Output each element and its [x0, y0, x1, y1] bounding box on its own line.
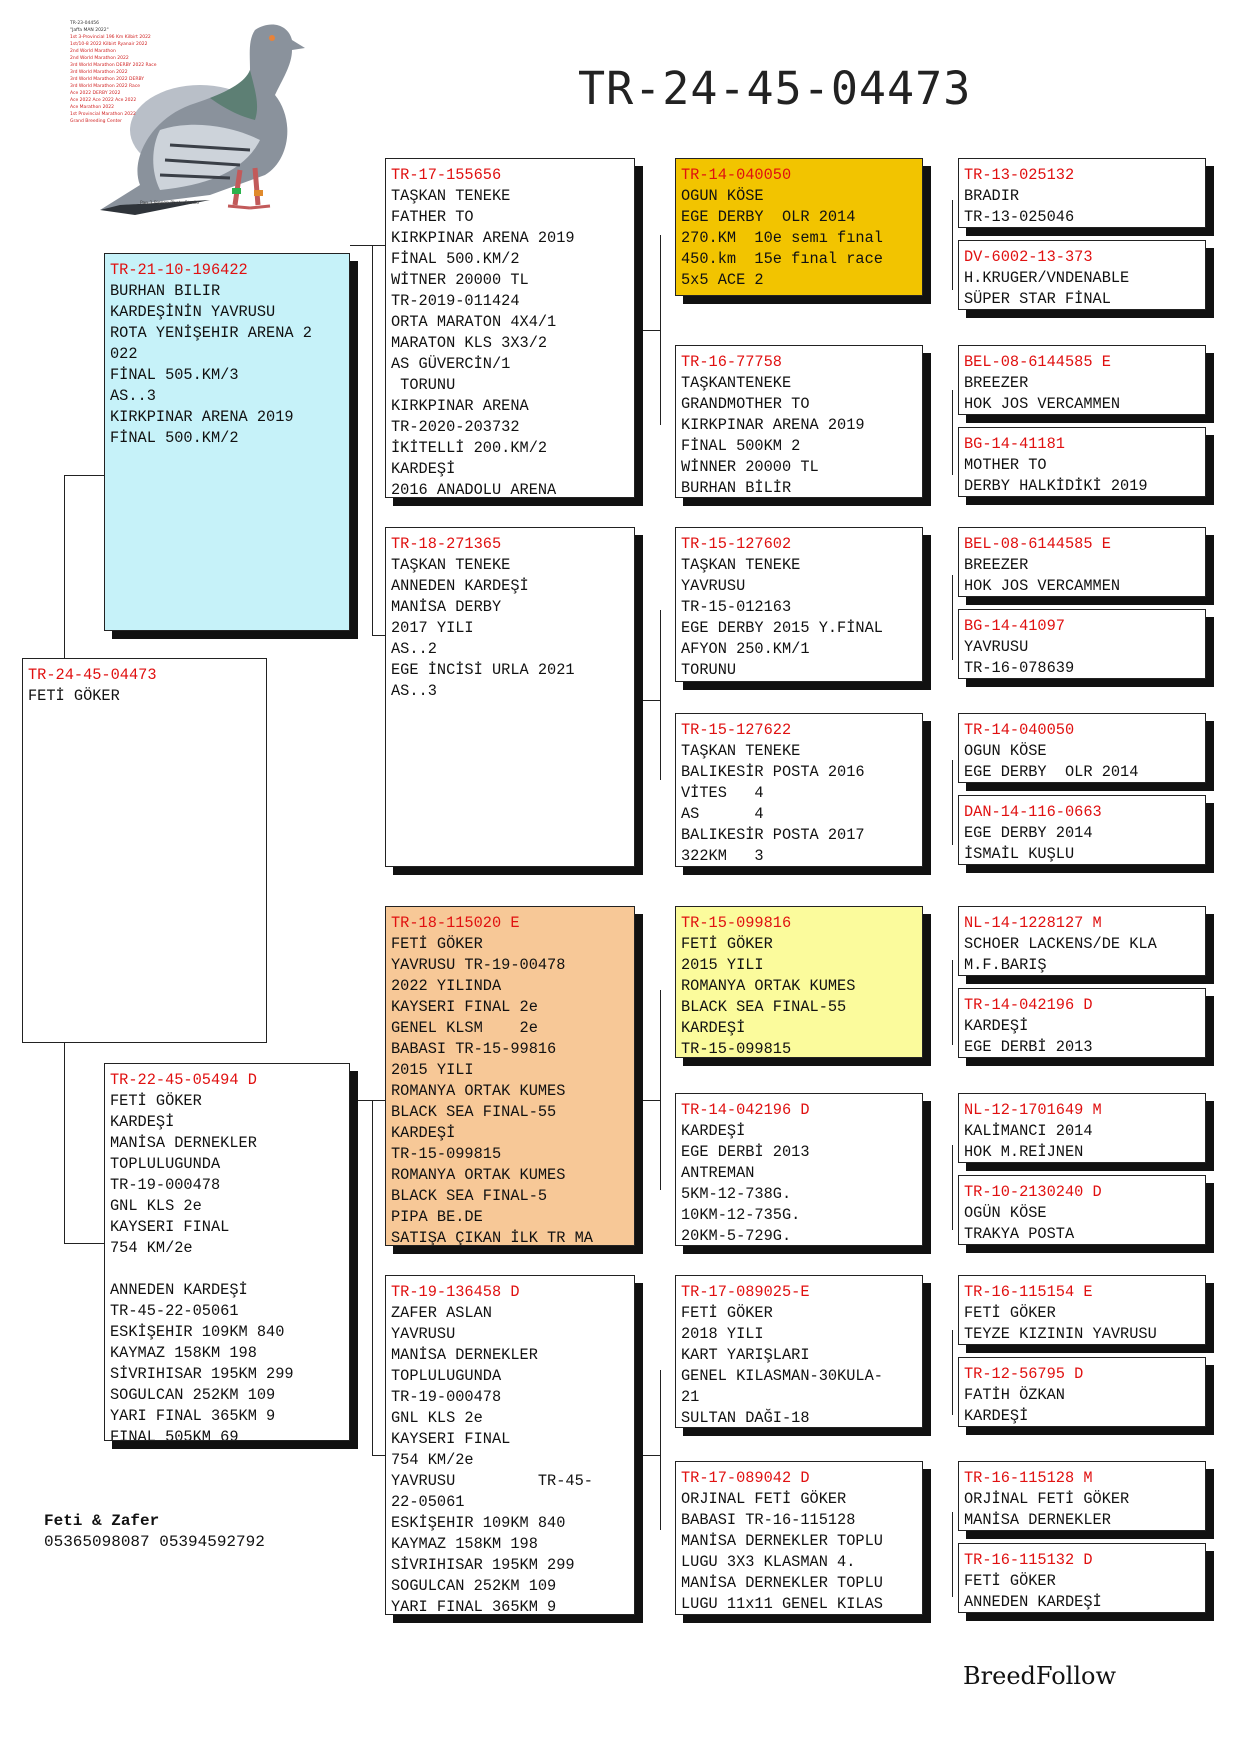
pedigree-line: KART YARIŞLARI [681, 1346, 810, 1364]
caption-line: Ace 2022 Ace 2022 Ace 2022 [70, 98, 137, 103]
connector [952, 1145, 953, 1230]
pedigree-box[interactable] [675, 1461, 923, 1615]
pedigree-line: FETİ GÖKER [110, 1092, 202, 1110]
pedigree-line: TAŞKAN TENEKE [681, 742, 801, 760]
caption-line: 3rd World Marathon 2022 Race [70, 84, 141, 89]
caption-line: "Jaffa MAN 2022" [70, 28, 109, 33]
pedigree-line: BLACK SEA FINAL-55 [391, 1103, 557, 1121]
pedigree-line: FATİH ÖZKAN [964, 1386, 1065, 1404]
pedigree-line: EGE İNCİSİ URLA 2021 [391, 661, 575, 679]
pedigree-box[interactable] [958, 713, 1206, 783]
pedigree-line: 21 [681, 1388, 700, 1406]
pedigree-line: MANİSA DERNEKLER [964, 1511, 1111, 1529]
connector [952, 390, 953, 475]
pedigree-line: GENEL KILASMAN-30KULA- [681, 1367, 883, 1385]
pedigree-line: KAYSERI FINAL [110, 1218, 230, 1236]
pedigree-box[interactable] [958, 527, 1206, 597]
pedigree-line: KALİMANCI 2014 [964, 1122, 1093, 1140]
ring-number: TR-12-56795 D [964, 1365, 1084, 1383]
ring-number: TR-16-115128 M [964, 1469, 1093, 1487]
pedigree-line: BALIKESİR POSTA 2017 [681, 826, 865, 844]
connector [952, 760, 953, 845]
pedigree-line: KAYMAZ 158KM 198 [110, 1344, 257, 1362]
pedigree-box[interactable] [104, 253, 350, 631]
pigeon-footer: Pan 3 Pigeon Photo Studio [140, 201, 199, 206]
pedigree-line: YAVRUSU TR-19-00478 [391, 956, 566, 974]
pedigree-line: TR-15-012163 [681, 598, 792, 616]
pedigree-line: SÜPER STAR FİNAL [964, 290, 1111, 308]
pedigree-box[interactable] [675, 527, 923, 682]
pedigree-line: FETİ GÖKER [391, 935, 483, 953]
pedigree-line: AS..2 [391, 640, 437, 658]
pedigree-line: BREEZER [964, 374, 1029, 392]
pedigree-line: LUGU 11x11 GENEL KILAS [681, 1595, 883, 1613]
pedigree-line: 754 KM/2e [391, 1451, 474, 1469]
pedigree-box[interactable] [958, 609, 1206, 679]
pedigree-box[interactable] [22, 658, 267, 1043]
pedigree-line: TAŞKAN TENEKE [681, 556, 801, 574]
pedigree-line: BURHAN BİLİR [681, 479, 792, 497]
ring-number: TR-14-040050 [681, 166, 792, 184]
pedigree-box[interactable] [675, 1275, 923, 1428]
pedigree-line: SİVRIHISAR 195KM 299 [110, 1365, 294, 1383]
caption-line: Ace 2022 DERBY 2022 [70, 91, 121, 96]
pedigree-line: OGÜN KÖSE [964, 1204, 1047, 1222]
ring-number: TR-16-115132 D [964, 1551, 1093, 1569]
connector [64, 475, 65, 658]
ring-number: TR-24-45-04473 [28, 666, 157, 684]
pigeon-caption [70, 20, 157, 125]
pedigree-line: YAVRUSU TR-45- [391, 1472, 593, 1490]
pedigree-line: KARDEŞİ [391, 460, 456, 478]
pedigree-line: KARDEŞİ [391, 1124, 456, 1142]
caption-line: 3rd World Marathon DERBY 2022 Race [70, 63, 157, 68]
ring-number: BEL-08-6144585 E [964, 535, 1111, 553]
pedigree-line: ORJİNAL FETİ GÖKER [964, 1490, 1130, 1508]
pedigree-line: HOK JOS VERCAMMEN [964, 395, 1121, 413]
pedigree-line: TOPLULUGUNDA [391, 1367, 502, 1385]
pedigree-box[interactable] [958, 795, 1206, 865]
pedigree-line: TAŞKANTENEKE [681, 374, 792, 392]
pedigree-box[interactable] [958, 240, 1206, 310]
ring-number: TR-16-77758 [681, 353, 782, 371]
pedigree-line: SOGULCAN 252KM 109 [391, 1577, 557, 1595]
pedigree-line: SULTAN DAĞI-18 [681, 1409, 810, 1427]
pedigree-line: FETİ GÖKER [681, 1304, 773, 1322]
pedigree-line: KIRKPINAR ARENA 2019 [391, 229, 575, 247]
ring-number: TR-17-089025-E [681, 1283, 810, 1301]
connector [372, 1455, 385, 1456]
ring-number: TR-17-155656 [391, 166, 502, 184]
pedigree-box[interactable] [958, 427, 1206, 497]
pedigree-line: TEYZE KIZININ YAVRUSU [964, 1325, 1157, 1343]
connector [640, 330, 660, 331]
ring-number: TR-13-025132 [964, 166, 1075, 184]
pedigree-line: KARDEŞİ [110, 1113, 175, 1131]
pedigree-line [110, 1259, 344, 1280]
pedigree-line: ORTA MARATON 4X4/1 [391, 313, 557, 331]
pedigree-line: 2022 YILINDA [391, 977, 502, 995]
connector [350, 1100, 385, 1101]
pedigree-line: FİNAL 500.KM/2 [110, 429, 239, 447]
pedigree-title: TR-24-45-04473 [578, 62, 972, 115]
pedigree-line: EGE DERBY 2014 [964, 824, 1093, 842]
pedigree-box[interactable] [385, 906, 635, 1246]
pedigree-line: EGE DERBİ 2013 [964, 1038, 1093, 1056]
ring-number: TR-15-127622 [681, 721, 792, 739]
pedigree-line: MANİSA DERNEKLER TOPLU [681, 1574, 883, 1592]
pedigree-line: KARDEŞİ [681, 1122, 746, 1140]
pedigree-line: SOGULCAN 252KM 109 [110, 1386, 276, 1404]
pedigree-line: YAVRUSU [964, 638, 1029, 656]
caption-line: 1st 3-Provincial 196 Km Kilbirt 2022 [70, 35, 151, 40]
pedigree-line: MANİSA DERNEKLER TOPLU [681, 1532, 883, 1550]
connector [64, 1043, 65, 1243]
pedigree-line: ROMANYA ORTAK KUMES [391, 1082, 566, 1100]
ring-number: TR-14-040050 [964, 721, 1075, 739]
pedigree-line: MANİSA DERBY [391, 598, 502, 616]
pedigree-box[interactable] [958, 1275, 1206, 1345]
pedigree-line: KIRKPINAR ARENA 2019 [681, 416, 865, 434]
pedigree-line: AFYON 250.KM/1 [681, 640, 810, 658]
pedigree-line: TORUNU [391, 376, 456, 394]
pedigree-line: TR-2020-203732 [391, 418, 520, 436]
ring-number: TR-18-271365 [391, 535, 502, 553]
connector [660, 610, 661, 780]
pedigree-line: PIPA BE.DE [391, 1208, 483, 1226]
pedigree-line: BABASI TR-16-115128 [681, 1511, 856, 1529]
pedigree-line: 450.km 15e fınal race [681, 250, 883, 268]
pedigree-line: KARDEŞİ [964, 1017, 1029, 1035]
pedigree-line: MARATON KLS 3X3/2 [391, 334, 548, 352]
caption-line: Grand Breeding Center [70, 119, 123, 124]
pedigree-line: 322KM 3 [681, 847, 764, 865]
pedigree-line: EGE DERBY OLR 2014 [681, 208, 856, 226]
ring-number: TR-15-127602 [681, 535, 792, 553]
ring-number: BG-14-41097 [964, 617, 1065, 635]
connector [372, 1100, 373, 1455]
pedigree-line: KAYSERI FINAL 2e [391, 998, 538, 1016]
connector [660, 1370, 661, 1530]
pedigree-line: ROMANYA ORTAK KUMES [681, 977, 856, 995]
pedigree-line: 22-05061 [391, 1493, 465, 1511]
pedigree-line: ZAFER ASLAN [391, 1304, 492, 1322]
pedigree-line: ANNEDEN KARDEŞİ [110, 1281, 248, 1299]
contact-phones: 05365098087 05394592792 [44, 1533, 265, 1551]
connector [660, 990, 661, 1190]
pedigree-line: LUGU 3X3 KLASMAN 4. [681, 1553, 856, 1571]
pedigree-line: 022 [110, 345, 138, 363]
connector [64, 475, 104, 476]
pedigree-line: TR-19-000478 [391, 1388, 502, 1406]
connector [64, 1243, 104, 1244]
pedigree-line: TORUNU [681, 661, 737, 679]
pedigree-box[interactable] [958, 906, 1206, 976]
connector [372, 245, 373, 635]
pedigree-line: GNL KLS 2e [110, 1197, 202, 1215]
pedigree-box[interactable] [385, 527, 635, 867]
pedigree-line: HOK M.REİJNEN [964, 1143, 1084, 1161]
caption-line: 3rd World Marathon 2022 DERBY [70, 77, 145, 82]
pedigree-box[interactable] [675, 713, 923, 867]
pedigree-line: EGE DERBY OLR 2014 [964, 763, 1139, 781]
pedigree-line: SATIŞA ÇIKAN İLK TR MA [391, 1229, 593, 1246]
pedigree-line: TR-19-000478 [110, 1176, 221, 1194]
ring-number: TR-15-099816 [681, 914, 792, 932]
pedigree-line: WİTNER 20000 TL [391, 271, 529, 289]
pedigree-line: 2015 YILI [681, 956, 764, 974]
pedigree-box[interactable] [958, 345, 1206, 415]
pedigree-line: GRANDMOTHER TO [681, 395, 810, 413]
pedigree-line: VİTES 4 [681, 784, 764, 802]
pedigree-line: 2016 ANADOLU ARENA [391, 481, 557, 498]
pedigree-line: ROMANYA ORTAK KUMES [391, 1166, 566, 1184]
pedigree-line: EGE DERBY 2015 Y.FİNAL [681, 619, 883, 637]
pedigree-line: İKİTELLİ 200.KM/2 [391, 439, 548, 457]
pedigree-box[interactable] [104, 1063, 350, 1441]
caption-line: 1st Provincial Marathon 2022 [70, 112, 136, 117]
contact-name: Feti & Zafer [44, 1512, 160, 1530]
pedigree-box[interactable] [675, 906, 923, 1058]
pedigree-line: TR-13-025046 [964, 208, 1075, 226]
caption-line: 1st/10-8 2022 Kilbirt Ryanair 2022 [70, 42, 148, 47]
pedigree-line: MOTHER TO [964, 456, 1047, 474]
connector [952, 200, 953, 290]
ring-number: DAN-14-116-0663 [964, 803, 1102, 821]
pedigree-box[interactable] [958, 1461, 1206, 1531]
pedigree-line: AS 4 [681, 805, 764, 823]
pedigree-line: ANNEDEN KARDEŞİ [391, 577, 529, 595]
pedigree-line: FATHER TO [391, 208, 474, 226]
pedigree-line: TRAKYA POSTA [964, 1225, 1075, 1243]
pedigree-line: KARDEŞİ [681, 1019, 746, 1037]
connector [952, 1512, 953, 1597]
pedigree-line: 270.KM 10e semı fınal [681, 229, 883, 247]
pedigree-line: OGUN KÖSE [681, 187, 764, 205]
pedigree-line: ROTA YENİŞEHIR ARENA 2 [110, 324, 312, 342]
pedigree-line: 20KM-5-729G. [681, 1227, 792, 1245]
ring-number: TR-22-45-05494 D [110, 1071, 257, 1089]
pedigree-line: TAŞKAN TENEKE [391, 187, 511, 205]
pedigree-line: WİNNER 20000 TL [681, 458, 819, 476]
brand-logo-text: BreedFollow [963, 1662, 1117, 1690]
connector [372, 635, 385, 636]
pedigree-line: FİNAL 505.KM/3 [110, 366, 239, 384]
pedigree-line: ANTREMAN [681, 1164, 755, 1182]
ring-number: NL-14-1228127 M [964, 914, 1102, 932]
pedigree-line: BALIKESİR POSTA 2016 [681, 763, 865, 781]
ring-number: TR-21-10-196422 [110, 261, 248, 279]
pedigree-line: AS..3 [110, 387, 156, 405]
pedigree-line: İSMAİL KUŞLU [964, 845, 1075, 863]
pedigree-line: 754 KM/2e [110, 1239, 193, 1257]
pedigree-line: TR-15-099815 [681, 1040, 792, 1058]
pedigree-line: EGE DERBİ 2013 [681, 1143, 810, 1161]
ring-number: TR-10-2130240 D [964, 1183, 1102, 1201]
contact-block [44, 1511, 265, 1553]
pedigree-box[interactable] [675, 345, 923, 498]
pedigree-line: 2017 YILI [391, 619, 474, 637]
pedigree-line: TR-45-22-05061 [110, 1302, 239, 1320]
pedigree-line: 5x5 ACE 2 [681, 271, 764, 289]
pedigree-box[interactable] [675, 158, 923, 296]
pedigree-box[interactable] [958, 1357, 1206, 1427]
pedigree-line: FETİ GÖKER [964, 1304, 1056, 1322]
connector [660, 235, 661, 425]
pedigree-box[interactable] [385, 158, 635, 498]
pedigree-line: H.KRUGER/VNDENABLE [964, 269, 1130, 287]
pedigree-line: DERBY HALKİDİKİ 2019 [964, 477, 1148, 495]
pedigree-line: BRADIR [964, 187, 1020, 205]
pedigree-line: BREEZER [964, 556, 1029, 574]
pedigree-line: 5KM-12-738G. [681, 1185, 792, 1203]
connector [640, 1100, 660, 1101]
pedigree-line: 2015 YILI [391, 1061, 474, 1079]
pedigree-line: BLACK SEA FINAL-55 [681, 998, 847, 1016]
ring-number: TR-14-042196 D [681, 1101, 810, 1119]
ring-number: BEL-08-6144585 E [964, 353, 1111, 371]
pedigree-line: TR-2019-011424 [391, 292, 520, 310]
pedigree-line: GNL KLS 2e [391, 1409, 483, 1427]
connector [952, 575, 953, 660]
pedigree-line: SCHOER LACKENS/DE KLA [964, 935, 1157, 953]
pedigree-box[interactable] [958, 1093, 1206, 1163]
caption-line: 3rd World Marathon 2022 [70, 70, 128, 75]
pedigree-line: FINAL 505KM 69 [110, 1428, 239, 1441]
pedigree-line: SİVRIHISAR 195KM 299 [391, 1556, 575, 1574]
pedigree-line: OGUN KÖSE [964, 742, 1047, 760]
ring-number: TR-16-115154 E [964, 1283, 1093, 1301]
pedigree-line: FETİ GÖKER [964, 1572, 1056, 1590]
pedigree-line: AS GÜVERCİN/1 [391, 355, 511, 373]
pedigree-line: FİNAL 500.KM/2 [391, 250, 520, 268]
pedigree-line: ESKİŞEHIR 109KM 840 [391, 1514, 566, 1532]
caption-line: 2nd World Marathon 2022 [70, 56, 129, 61]
ring-number: TR-14-042196 D [964, 996, 1093, 1014]
ring-number: NL-12-1701649 M [964, 1101, 1102, 1119]
pedigree-line: YARI FINAL 365KM 9 [391, 1598, 557, 1615]
pedigree-line: TOPLULUGUNDA [110, 1155, 221, 1173]
pedigree-line: TAŞKAN TENEKE [391, 556, 511, 574]
pedigree-line: BURHAN BILIR [110, 282, 221, 300]
pedigree-line: TR-16-078639 [964, 659, 1075, 677]
pedigree-line: ESKİŞEHIR 109KM 840 [110, 1323, 285, 1341]
pedigree-line: YAVRUSU [681, 577, 746, 595]
pedigree-box[interactable] [958, 1175, 1206, 1245]
pedigree-line: AS..3 [391, 682, 437, 700]
caption-line: TR-23-04456 [70, 21, 99, 26]
caption-line: 2nd World Marathon [70, 49, 116, 54]
pedigree-line: ORJINAL FETİ GÖKER [681, 1490, 847, 1508]
pedigree-line: TR-15-099815 [391, 1145, 502, 1163]
pedigree-line: KIRKPINAR ARENA [391, 397, 529, 415]
pedigree-line: BLACK SEA FINAL-5 [391, 1187, 548, 1205]
pedigree-line: MANİSA DERNEKLER [391, 1346, 538, 1364]
connector [952, 1330, 953, 1415]
connector [640, 1455, 660, 1456]
pedigree-line: YAVRUSU [391, 1325, 456, 1343]
pedigree-box[interactable] [675, 1093, 923, 1246]
pedigree-box[interactable] [958, 158, 1206, 228]
pedigree-line: 10KM-12-735G. [681, 1206, 801, 1224]
pedigree-line: FİNAL 500KM 2 [681, 437, 801, 455]
pedigree-line: BABASI TR-15-99816 [391, 1040, 557, 1058]
ring-number: DV-6002-13-373 [964, 248, 1093, 266]
pedigree-line: KAYSERI FINAL [391, 1430, 511, 1448]
pedigree-box[interactable] [958, 988, 1206, 1058]
connector [350, 245, 385, 246]
ring-number: TR-17-089042 D [681, 1469, 810, 1487]
pedigree-box[interactable] [958, 1543, 1206, 1613]
pedigree-line: YARI FINAL 365KM 9 [110, 1407, 276, 1425]
connector [952, 960, 953, 1045]
pedigree-line: MANİSA DERNEKLER [110, 1134, 257, 1152]
pedigree-box[interactable] [385, 1275, 635, 1615]
pedigree-line: KARDEŞİNİN YAVRUSU [110, 303, 276, 321]
ring-number: TR-18-115020 E [391, 914, 520, 932]
pedigree-line: 2018 YILI [681, 1325, 764, 1343]
pedigree-line: FETİ GÖKER [681, 935, 773, 953]
ring-number: TR-19-136458 D [391, 1283, 520, 1301]
pedigree-line: ANNEDEN KARDEŞİ [964, 1593, 1102, 1611]
caption-line: Ace Marathon 2022 [70, 105, 115, 110]
pedigree-line: GENEL KLSM 2e [391, 1019, 538, 1037]
pedigree-line: FETİ GÖKER [28, 687, 120, 705]
pedigree-line: M.F.BARIŞ [964, 956, 1047, 974]
connector [640, 700, 660, 701]
pedigree-line: KARDEŞİ [964, 1407, 1029, 1425]
pedigree-line: HOK JOS VERCAMMEN [964, 577, 1121, 595]
ring-number: BG-14-41181 [964, 435, 1065, 453]
pedigree-line: KAYMAZ 158KM 198 [391, 1535, 538, 1553]
pedigree-line: KIRKPINAR ARENA 2019 [110, 408, 294, 426]
